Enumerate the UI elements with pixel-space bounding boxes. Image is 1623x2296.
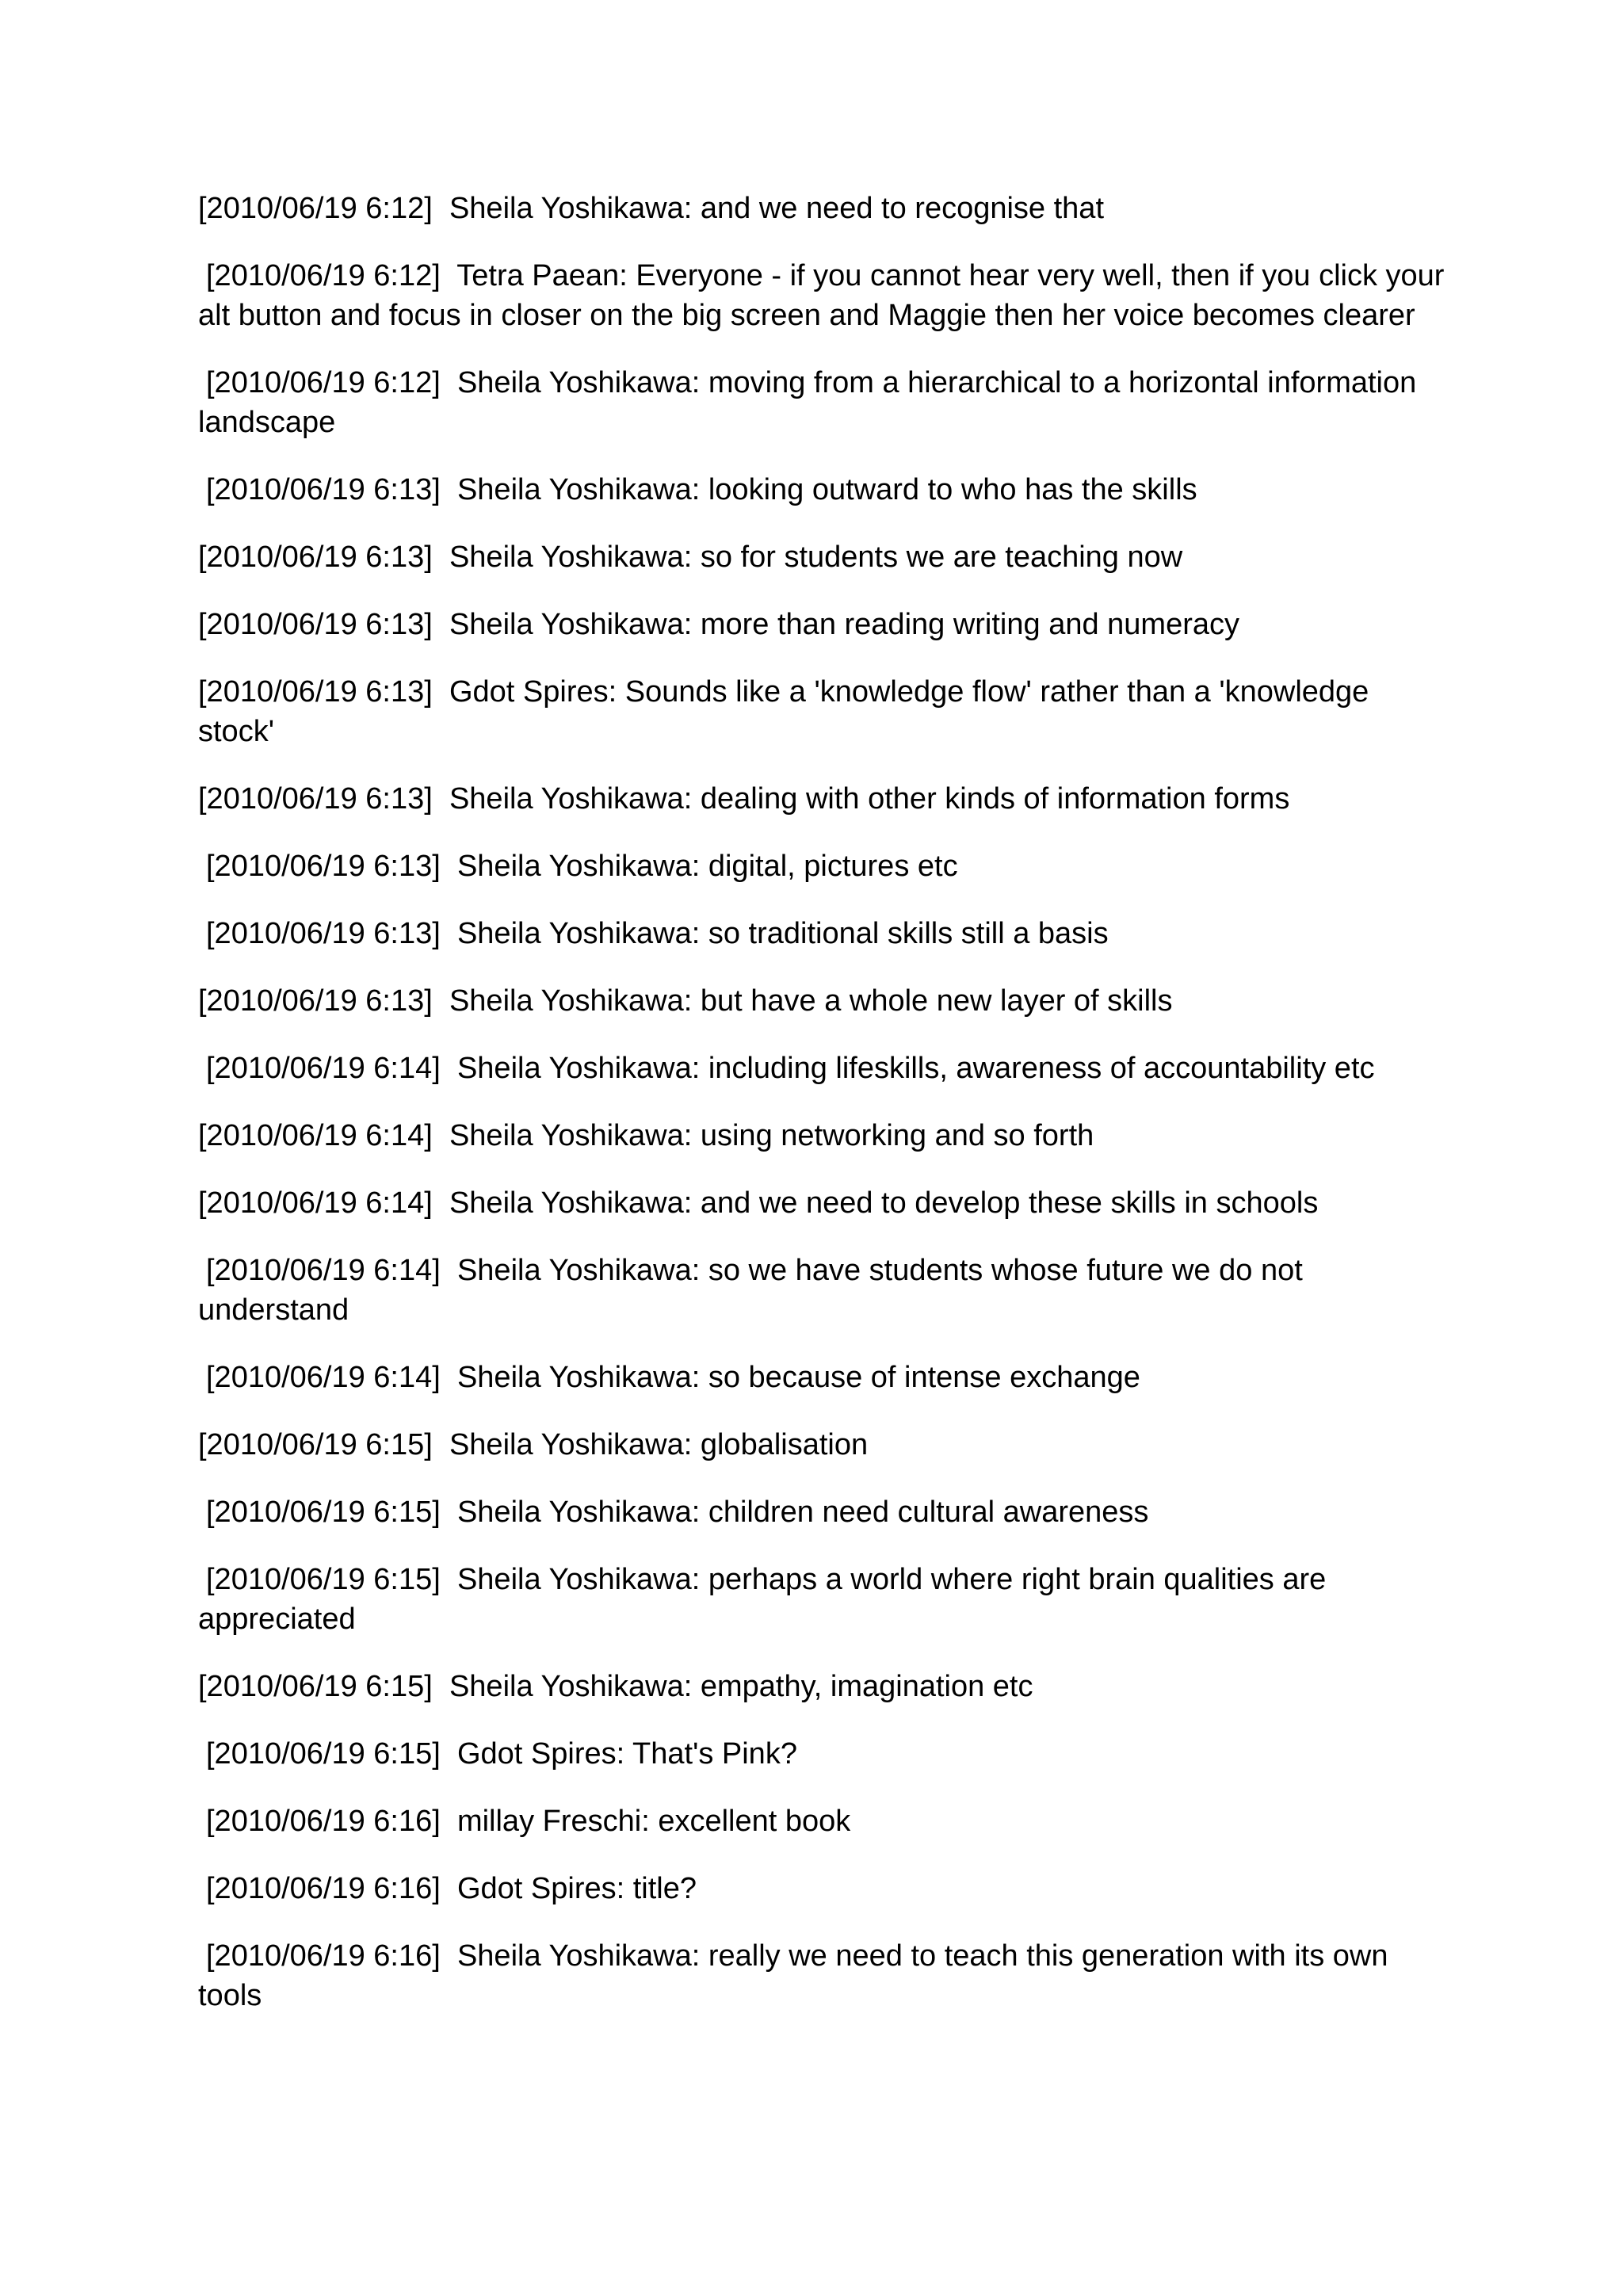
chat-speaker: Sheila Yoshikawa: [449, 541, 684, 574]
chat-message: title?: [632, 1872, 697, 1905]
chat-speaker: Sheila Yoshikawa: [449, 1670, 684, 1703]
chat-speaker: Sheila Yoshikawa: [449, 608, 684, 641]
chat-message: Sounds like a 'knowledge flow' rather than a 'knowledge stock': [198, 675, 1377, 748]
chat-speaker: Gdot Spires: [449, 675, 609, 709]
chat-entry: [2010/06/19 6:13] Sheila Yoshikawa: so traditional skills still a basis: [206, 917, 1109, 950]
chat-entry: [2010/06/19 6:15] Sheila Yoshikawa: empathy, imagination etc: [198, 1670, 1033, 1703]
chat-speaker: Sheila Yoshikawa: [456, 366, 692, 399]
chat-message: looking outward to who has the skills: [708, 473, 1197, 506]
chat-message: so traditional skills still a basis: [708, 917, 1109, 950]
chat-message: using networking and so forth: [700, 1119, 1094, 1152]
chat-message: so we have students whose future we do not understand: [198, 1254, 1312, 1327]
chat-timestamp: [2010/06/19 6:12]: [206, 259, 441, 292]
chat-entry: [2010/06/19 6:13] Gdot Spires: Sounds like a 'knowledge flow' rather than a 'knowledge stock': [198, 675, 1377, 748]
chat-speaker: Sheila Yoshikawa: [449, 1186, 684, 1220]
chat-speaker: Sheila Yoshikawa: [456, 1563, 692, 1596]
chat-timestamp: [2010/06/19 6:15]: [206, 1737, 441, 1771]
chat-message: empathy, imagination etc: [700, 1670, 1033, 1703]
chat-entry: [2010/06/19 6:16] Gdot Spires: title?: [206, 1872, 697, 1905]
chat-timestamp: [2010/06/19 6:13]: [198, 608, 433, 641]
chat-entry: [2010/06/19 6:12] Sheila Yoshikawa: moving from a hierarchical to a horizontal information landscape: [198, 366, 1425, 439]
chat-speaker: Sheila Yoshikawa: [456, 917, 692, 950]
chat-timestamp: [2010/06/19 6:14]: [206, 1052, 441, 1085]
chat-speaker: Gdot Spires: [456, 1872, 617, 1905]
chat-message: digital, pictures etc: [708, 850, 958, 883]
chat-entry: [2010/06/19 6:14] Sheila Yoshikawa: including lifeskills, awareness of accountability etc: [206, 1052, 1375, 1085]
chat-speaker: Sheila Yoshikawa: [456, 850, 692, 883]
chat-message: That's Pink?: [632, 1737, 797, 1771]
chat-message: perhaps a world where right brain qualities are appreciated: [198, 1563, 1335, 1636]
chat-speaker: Sheila Yoshikawa: [456, 1361, 692, 1394]
chat-entry: [2010/06/19 6:13] Sheila Yoshikawa: but have a whole new layer of skills: [198, 984, 1173, 1018]
chat-message: dealing with other kinds of information forms: [700, 782, 1290, 816]
chat-entry: [2010/06/19 6:15] Sheila Yoshikawa: children need cultural awareness: [206, 1496, 1149, 1529]
chat-entry: [2010/06/19 6:14] Sheila Yoshikawa: so we have students whose future we do not understand: [198, 1254, 1312, 1327]
chat-entry: [2010/06/19 6:15] Gdot Spires: That's Pink?: [206, 1737, 797, 1771]
chat-timestamp: [2010/06/19 6:14]: [198, 1186, 433, 1220]
chat-entry: [2010/06/19 6:13] Sheila Yoshikawa: looking outward to who has the skills: [206, 473, 1197, 506]
chat-timestamp: [2010/06/19 6:15]: [198, 1428, 433, 1461]
chat-entry: [2010/06/19 6:16] millay Freschi: excellent book: [206, 1805, 851, 1838]
chat-timestamp: [2010/06/19 6:14]: [206, 1254, 441, 1287]
chat-timestamp: [2010/06/19 6:13]: [198, 782, 433, 816]
chat-speaker: Sheila Yoshikawa: [456, 1052, 692, 1085]
chat-timestamp: [2010/06/19 6:12]: [198, 192, 433, 225]
chat-speaker: Sheila Yoshikawa: [449, 1428, 684, 1461]
chat-entry: [2010/06/19 6:16] Sheila Yoshikawa: really we need to teach this generation with its own tools: [198, 1939, 1397, 2012]
chat-timestamp: [2010/06/19 6:14]: [206, 1361, 441, 1394]
chat-speaker: Sheila Yoshikawa: [449, 984, 684, 1018]
chat-entry: [2010/06/19 6:14] Sheila Yoshikawa: using networking and so forth: [198, 1119, 1094, 1152]
chat-message: excellent book: [658, 1805, 851, 1838]
chat-speaker: Sheila Yoshikawa: [456, 1496, 692, 1529]
chat-message: Everyone - if you cannot hear very well, then if you click your alt button and focus in closer on the big screen and Maggie then her voice becomes clearer: [198, 259, 1453, 332]
chat-message: so for students we are teaching now: [700, 541, 1183, 574]
chat-entry: [2010/06/19 6:14] Sheila Yoshikawa: so because of intense exchange: [206, 1361, 1140, 1394]
chat-entry: [2010/06/19 6:12] Sheila Yoshikawa: and we need to recognise that: [198, 192, 1104, 225]
chat-speaker: Gdot Spires: [456, 1737, 617, 1771]
chat-timestamp: [2010/06/19 6:13]: [198, 984, 433, 1018]
chat-timestamp: [2010/06/19 6:15]: [206, 1563, 441, 1596]
chat-entry: [2010/06/19 6:13] Sheila Yoshikawa: dealing with other kinds of information forms: [198, 782, 1290, 816]
chat-message: so because of intense exchange: [708, 1361, 1140, 1394]
chat-message: globalisation: [700, 1428, 869, 1461]
chat-message: children need cultural awareness: [708, 1496, 1149, 1529]
chat-message: and we need to recognise that: [700, 192, 1104, 225]
chat-timestamp: [2010/06/19 6:13]: [206, 917, 441, 950]
chat-timestamp: [2010/06/19 6:15]: [198, 1670, 433, 1703]
chat-entry: [2010/06/19 6:13] Sheila Yoshikawa: so for students we are teaching now: [198, 541, 1183, 574]
chat-timestamp: [2010/06/19 6:16]: [206, 1939, 441, 1973]
chat-entry: [2010/06/19 6:15] Sheila Yoshikawa: perhaps a world where right brain qualities are appreciated: [198, 1563, 1335, 1636]
chat-timestamp: [2010/06/19 6:15]: [206, 1496, 441, 1529]
chat-entry: [2010/06/19 6:13] Sheila Yoshikawa: more than reading writing and numeracy: [198, 608, 1239, 641]
chat-message: including lifeskills, awareness of accountability etc: [708, 1052, 1375, 1085]
chat-speaker: Sheila Yoshikawa: [456, 1254, 692, 1287]
chat-speaker: millay Freschi: [456, 1805, 642, 1838]
chat-entry: [2010/06/19 6:14] Sheila Yoshikawa: and we need to develop these skills in schools: [198, 1186, 1319, 1220]
chat-speaker: Sheila Yoshikawa: [456, 473, 692, 506]
chat-transcript: [198, 189, 1453, 2043]
chat-speaker: Sheila Yoshikawa: [456, 1939, 692, 1973]
chat-timestamp: [2010/06/19 6:13]: [206, 850, 441, 883]
chat-entry: [2010/06/19 6:15] Sheila Yoshikawa: globalisation: [198, 1428, 869, 1461]
chat-timestamp: [2010/06/19 6:13]: [198, 675, 433, 709]
chat-entry: [2010/06/19 6:12] Tetra Paean: Everyone - if you cannot hear very well, then if you click your alt button and focus in closer on the big screen and Maggie then her voice becomes clearer: [198, 259, 1453, 332]
chat-timestamp: [2010/06/19 6:16]: [206, 1805, 441, 1838]
chat-message: and we need to develop these skills in schools: [700, 1186, 1319, 1220]
chat-message: really we need to teach this generation with its own tools: [198, 1939, 1397, 2012]
chat-entry: [2010/06/19 6:13] Sheila Yoshikawa: digital, pictures etc: [206, 850, 958, 883]
chat-message: more than reading writing and numeracy: [700, 608, 1239, 641]
chat-speaker: Sheila Yoshikawa: [449, 782, 684, 816]
chat-timestamp: [2010/06/19 6:16]: [206, 1872, 441, 1905]
chat-message: but have a whole new layer of skills: [700, 984, 1173, 1018]
chat-speaker: Sheila Yoshikawa: [449, 192, 684, 225]
chat-timestamp: [2010/06/19 6:13]: [206, 473, 441, 506]
chat-speaker: Sheila Yoshikawa: [449, 1119, 684, 1152]
chat-timestamp: [2010/06/19 6:14]: [198, 1119, 433, 1152]
chat-timestamp: [2010/06/19 6:13]: [198, 541, 433, 574]
chat-message: moving from a hierarchical to a horizontal information landscape: [198, 366, 1425, 439]
chat-speaker: Tetra Paean: [456, 259, 620, 292]
chat-timestamp: [2010/06/19 6:12]: [206, 366, 441, 399]
